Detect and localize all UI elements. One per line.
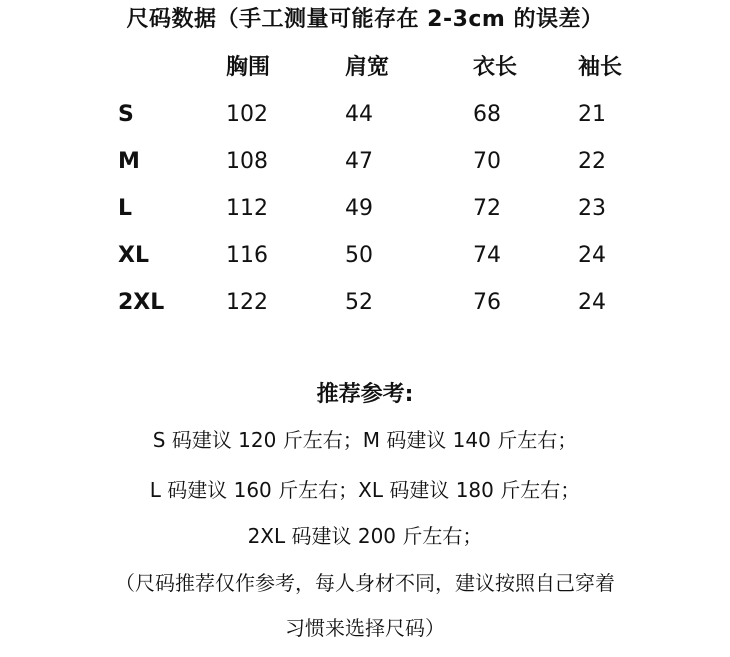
cell-shoulder: 47 <box>345 149 373 174</box>
cell-length: 76 <box>473 290 501 315</box>
cell-sleeve: 23 <box>578 196 606 221</box>
header-sleeve: 袖长 <box>578 55 623 80</box>
recommendation-title: 推荐参考: <box>316 382 414 407</box>
recommendation-line: 2XL 码建议 200 斤左右； <box>247 524 483 548</box>
cell-sleeve: 22 <box>578 149 606 174</box>
cell-bust: 102 <box>226 102 268 127</box>
cell-shoulder: 50 <box>345 243 373 268</box>
cell-shoulder: 49 <box>345 196 373 221</box>
header-bust: 胸围 <box>226 55 271 80</box>
cell-sleeve: 24 <box>578 290 606 315</box>
cell-bust: 122 <box>226 290 268 315</box>
row-size-label: L <box>118 196 133 221</box>
cell-bust: 108 <box>226 149 268 174</box>
recommendation-line: L 码建议 160 斤左右；XL 码建议 180 斤左右； <box>149 478 581 502</box>
cell-length: 74 <box>473 243 501 268</box>
cell-length: 70 <box>473 149 501 174</box>
header-length: 衣长 <box>473 55 518 80</box>
cell-sleeve: 24 <box>578 243 606 268</box>
page-title: 尺码数据（手工测量可能存在 2-3cm 的误差） <box>126 7 604 32</box>
recommendation-note: （尺码推荐仅作参考，每人身材不同，建议按照自己穿着 <box>115 571 615 595</box>
cell-shoulder: 44 <box>345 102 373 127</box>
cell-length: 72 <box>473 196 501 221</box>
row-size-label: S <box>118 102 134 127</box>
cell-bust: 116 <box>226 243 268 268</box>
cell-bust: 112 <box>226 196 268 221</box>
cell-length: 68 <box>473 102 501 127</box>
cell-shoulder: 52 <box>345 290 373 315</box>
row-size-label: M <box>118 149 140 174</box>
header-shoulder: 肩宽 <box>345 55 390 80</box>
row-size-label: 2XL <box>118 290 165 315</box>
cell-sleeve: 21 <box>578 102 606 127</box>
recommendation-line: S 码建议 120 斤左右；M 码建议 140 斤左右； <box>152 428 578 452</box>
row-size-label: XL <box>118 243 149 268</box>
recommendation-note: 习惯来选择尺码） <box>285 616 445 640</box>
